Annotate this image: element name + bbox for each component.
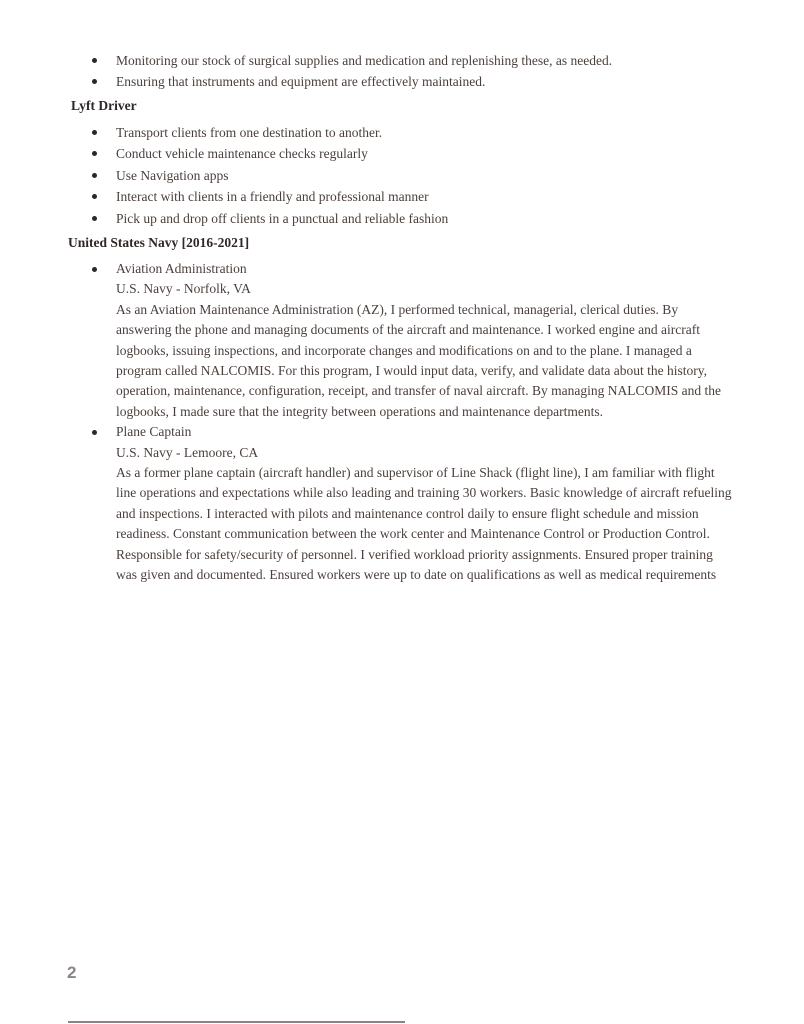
- role-title: Aviation Administration: [116, 261, 247, 276]
- section-heading-lyft-driver: Lyft Driver: [71, 98, 137, 113]
- list-item: Use Navigation apps: [90, 165, 740, 186]
- page-number: 2: [67, 963, 77, 982]
- role-location: U.S. Navy - Lemoore, CA: [116, 444, 259, 460]
- role-description: As an Aviation Maintenance Administration (AZ), I performed technical, managerial, clerical duties. By answering the phone and managing documents of the aircraft and maintenance. I worked engine and aircraft logbooks, issuing inspections, and incorporate changes and modifications on and to the plane. I managed a program called NALCOMIS. For this program, I would input data, verify, and validate data about the history, operation, maintenance, configuration, receipt, and transfer of naval aircraft. By managing NALCOMIS and the logbooks, I made sure that the integrity between operations and maintenance departments.: [116, 301, 722, 419]
- role-entry-plane-captain: [90, 422, 740, 585]
- list-item: Transport clients from one destination to another.: [90, 122, 740, 143]
- list-item: Interact with clients in a friendly and professional manner: [90, 186, 740, 207]
- role-title: Plane Captain: [116, 424, 192, 440]
- role-location: U.S. Navy - Norfolk, VA: [116, 281, 251, 297]
- role-description: As a former plane captain (aircraft handler) and supervisor of Line Shack (flight line), I am familiar with flight line operations and expectations while also leading and training 30 workers. Basic knowledge of aircraft refueling and inspections. I interacted with pilots and maintenance control daily to ensure flight schedule and mission readiness. Constant communication between the work center and Maintenance Control or Production Control. Responsible for safety/security of personnel. I verified workload priority assignments. Ensured proper training was given and documented. Ensured workers were up to date on qualifications as well as medical requirements: [116, 465, 732, 583]
- list-item: Conduct vehicle maintenance checks regularly: [90, 143, 740, 164]
- previous-job-bullet-list: [90, 50, 740, 93]
- list-item: Pick up and drop off clients in a punctual and reliable fashion: [90, 208, 740, 229]
- list-item: Monitoring our stock of surgical supplies and medication and replenishing these, as needed.: [90, 50, 740, 71]
- role-entry-aviation-administration: [90, 259, 740, 422]
- list-item: Ensuring that instruments and equipment are effectively maintained.: [90, 71, 740, 92]
- footer-divider: [68, 1021, 405, 1023]
- section-heading-united-states-navy: United States Navy [2016-2021]: [68, 235, 250, 250]
- lyft-bullet-list: [90, 122, 740, 229]
- navy-role-list: [90, 259, 740, 586]
